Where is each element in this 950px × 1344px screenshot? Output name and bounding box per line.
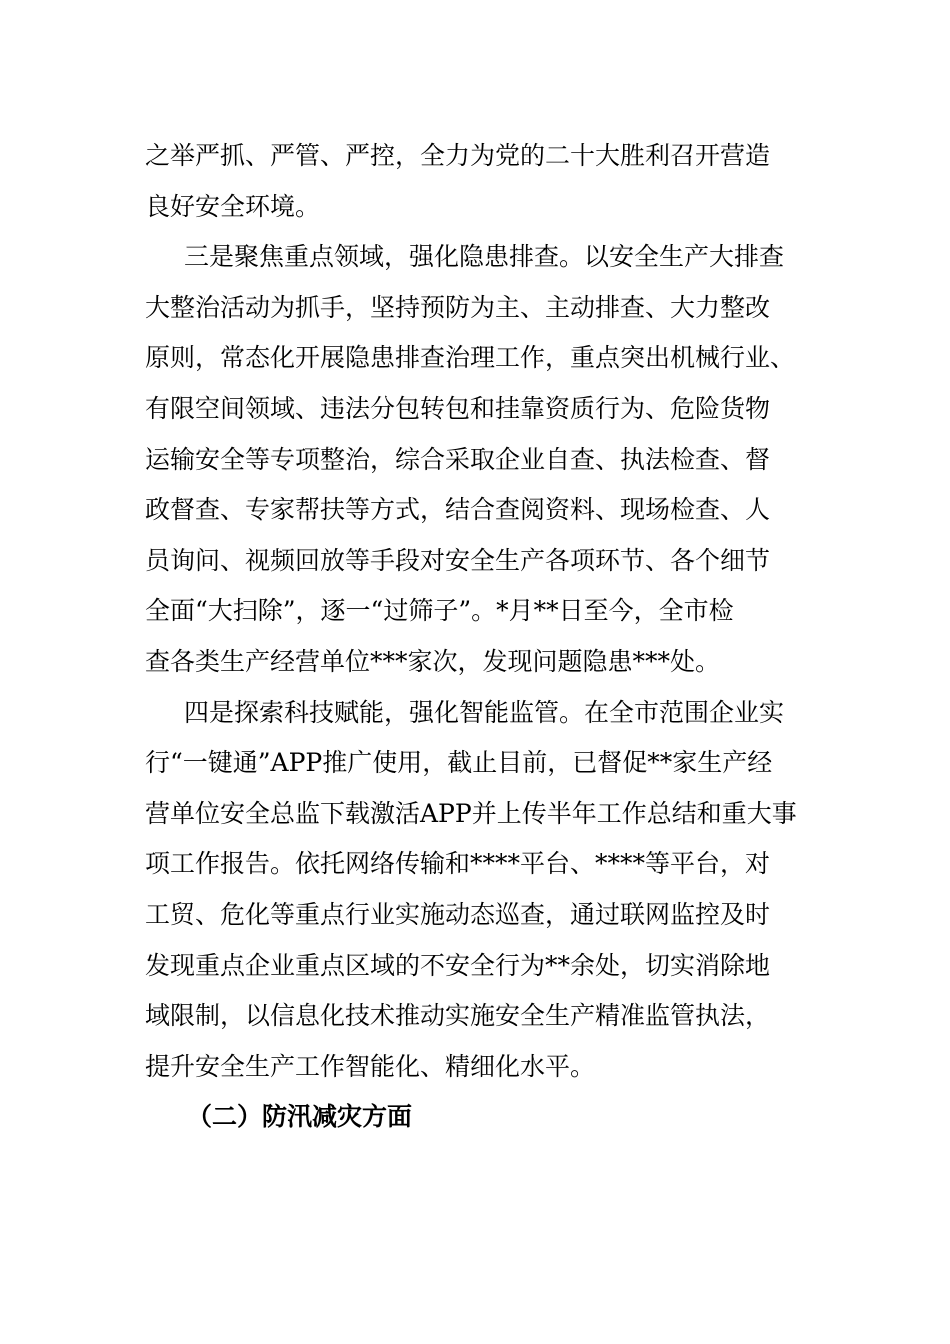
text-line: 发现重点企业重点区域的不安全行为**余处，切实消除地 <box>145 950 771 980</box>
text-line: 之举严抓、严管、严控，全力为党的二十大胜利召开营造 <box>145 141 771 170</box>
paragraph-3 <box>145 688 807 1093</box>
text-line: 运输安全等专项整治，综合采取企业自查、执法检查、督 <box>145 444 771 474</box>
text-line: 三是聚焦重点领域，强化隐患排查。以安全生产大排查 <box>184 242 785 272</box>
text-line: 提升安全生产工作智能化、精细化水平。 <box>145 1051 596 1081</box>
text-line: 工贸、危化等重点行业实施动态巡查，通过联网监控及时 <box>145 899 771 929</box>
text-line: 大整治活动为抓手，坚持预防为主、主动排查、大力整改 <box>145 292 771 322</box>
text-line: 原则，常态化开展隐患排查治理工作，重点突出机械行业、 <box>145 343 796 373</box>
text-line: 全面“大扫除”，逐一“过筛子”。*月**日至今，全市检 <box>145 596 734 626</box>
section-heading: （二）防汛减灾方面 <box>187 1102 413 1132</box>
text-line: 行“一键通”APP推广使用，截止目前，已督促**家生产经 <box>145 748 773 778</box>
text-line: 有限空间领域、违法分包转包和挂靠资质行为、危险货物 <box>145 393 771 423</box>
text-line: 政督查、专家帮扶等方式，结合查阅资料、现场检查、人 <box>145 495 771 525</box>
text-line: 员询问、视频回放等手段对安全生产各项环节、各个细节 <box>145 545 771 575</box>
text-line: 查各类生产经营单位***家次，发现问题隐患***处。 <box>145 646 721 676</box>
paragraph-1 <box>145 131 807 232</box>
document-body <box>145 131 807 1143</box>
text-line: 良好安全环境。 <box>145 191 321 221</box>
text-line: 域限制，以信息化技术推动实施安全生产精准监管执法， <box>145 1001 771 1031</box>
text-line: 营单位安全总监下载激活APP并上传半年工作总结和重大事 <box>145 798 797 828</box>
text-line: 项工作报告。依托网络传输和****平台、****等平台，对 <box>145 849 771 879</box>
text-line: 四是探索科技赋能，强化智能监管。在全市范围企业实 <box>184 697 785 727</box>
paragraph-2 <box>145 232 807 687</box>
